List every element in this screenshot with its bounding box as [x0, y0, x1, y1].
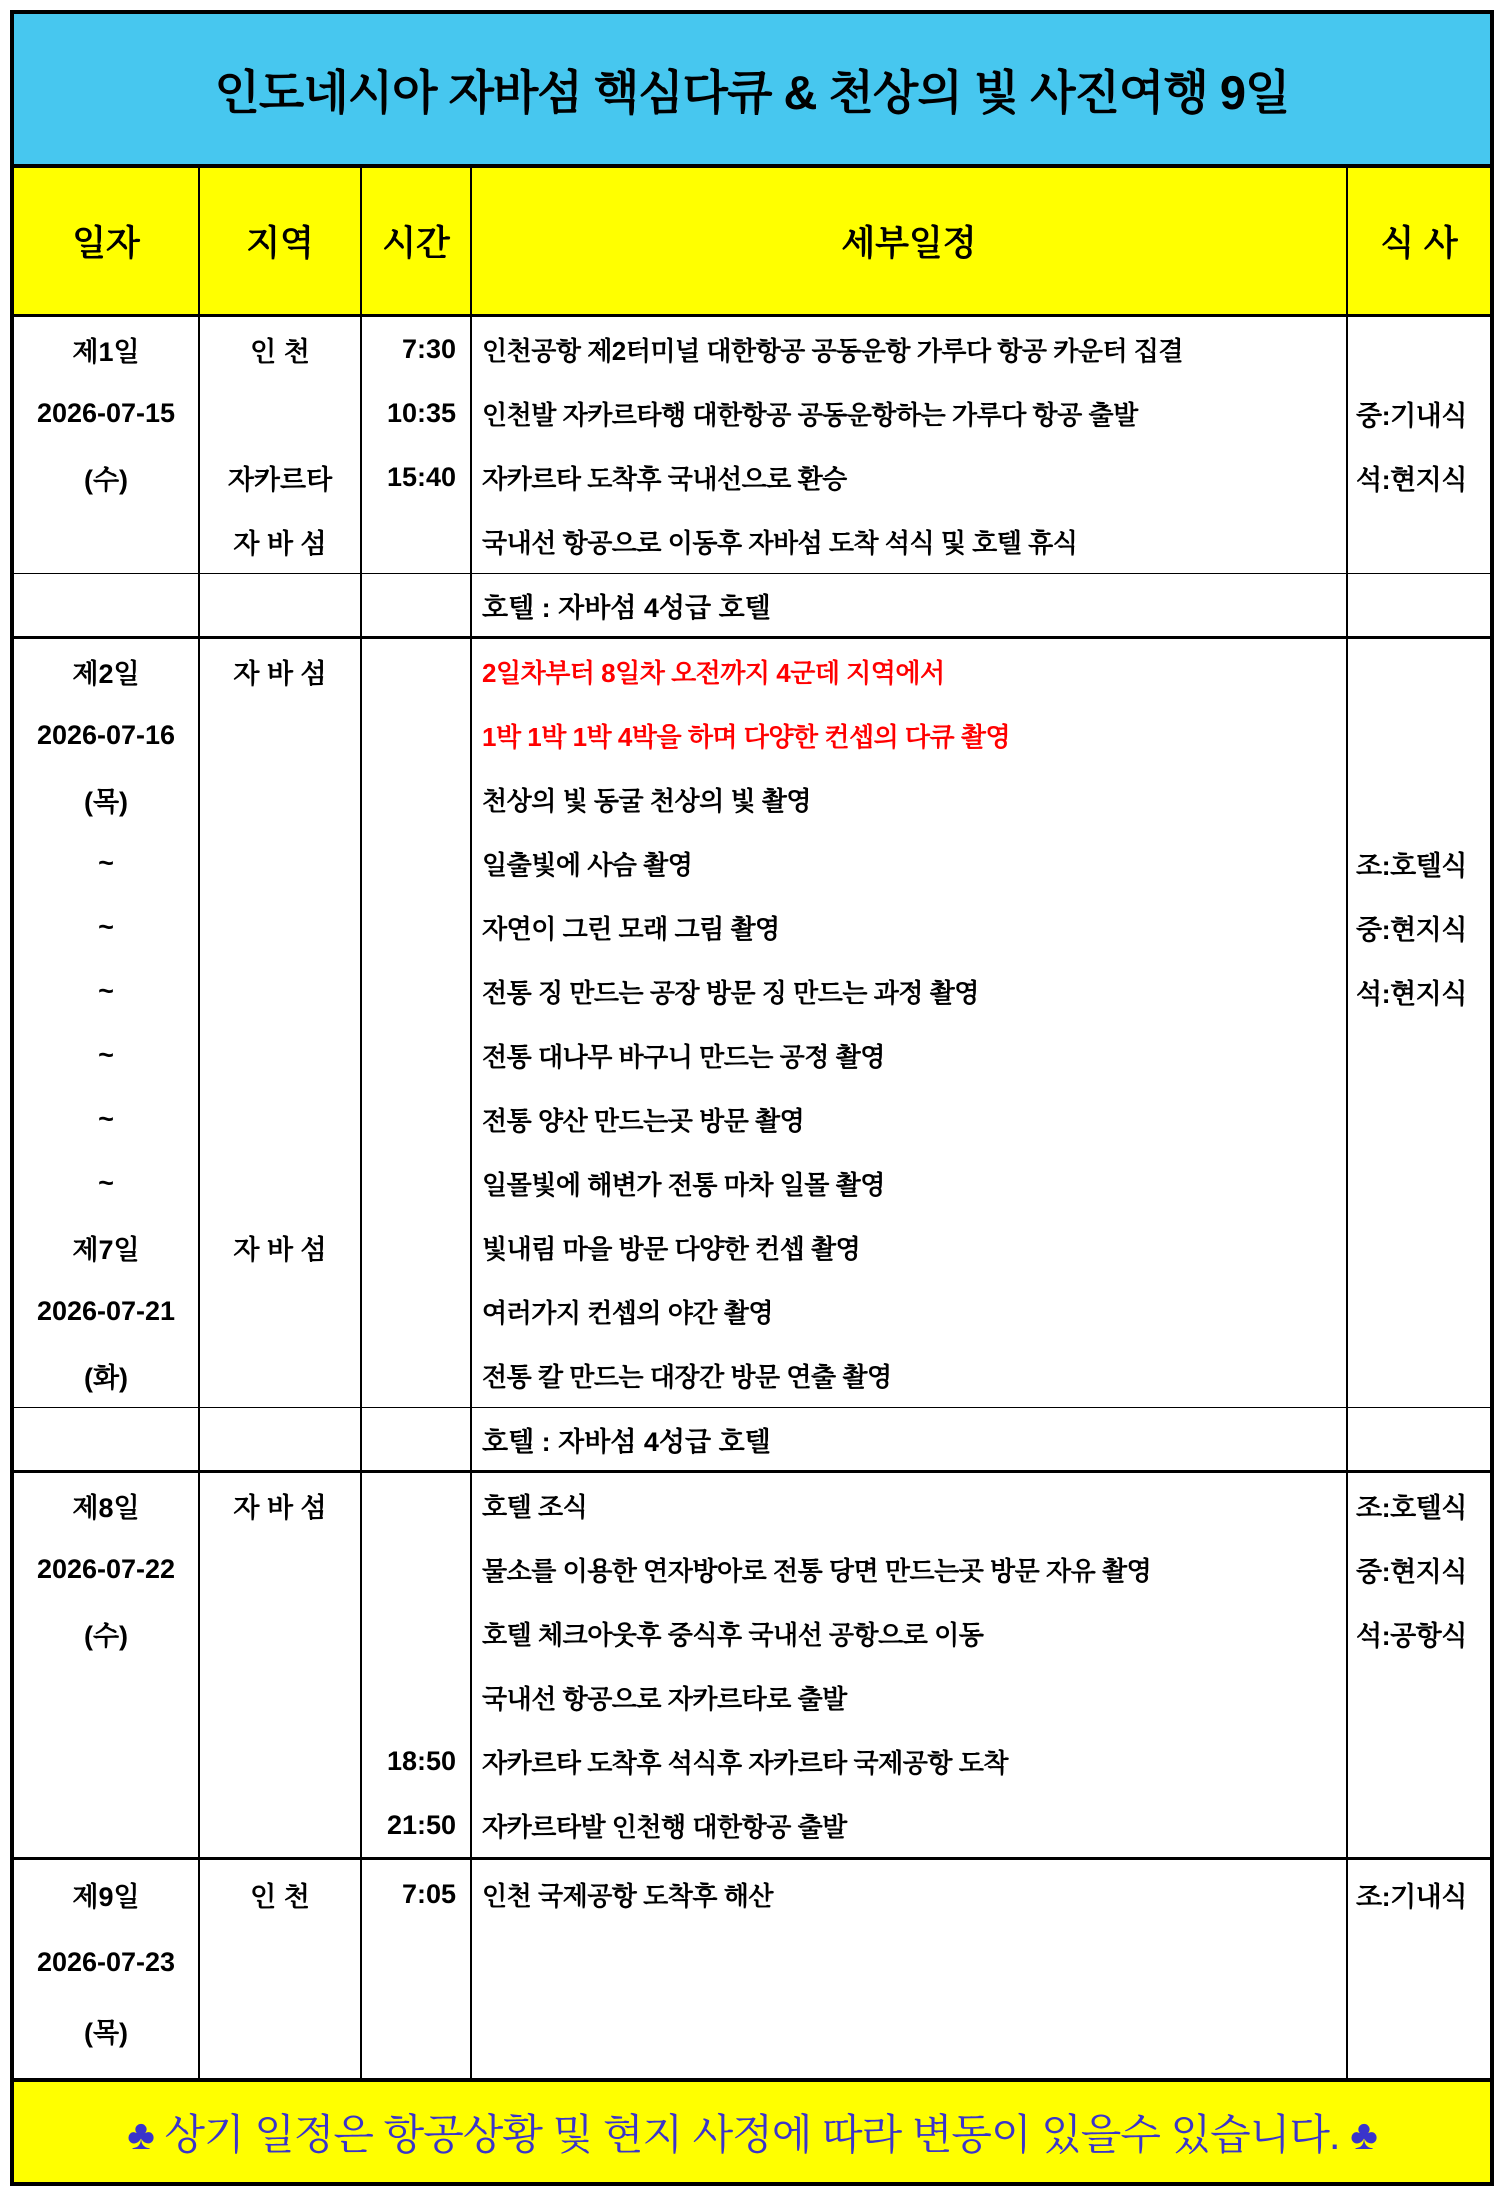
schedule-cell: 천상의 빛 동굴 천상의 빛 촬영: [482, 785, 812, 816]
date-cell: ~: [98, 847, 114, 878]
date-cell: 제8일: [72, 1492, 140, 1523]
meal-cell: 중:현지식: [1356, 914, 1467, 945]
schedule-cell: 인천발 자카르타행 대한항공 공동운항하는 가루다 항공 출발: [482, 399, 1138, 430]
schedule-cell: 일몰빛에 해변가 전통 마차 일몰 촬영: [482, 1169, 885, 1200]
regions-column: [198, 639, 360, 1470]
schedule-cell: 자카르타 도착후 국내선으로 환승: [482, 463, 847, 494]
region-cell: [200, 1793, 360, 1857]
regions-column: [198, 1860, 360, 2078]
schedule-cell: 자카르타 도착후 석식후 자카르타 국제공항 도착: [482, 1747, 1008, 1778]
sched-column: [470, 1860, 1346, 2078]
date-cell: 제9일: [72, 1881, 140, 1912]
hotel-row-empty-cell: [362, 573, 470, 636]
time-cell: [362, 1215, 470, 1279]
hotel-info-cell: 호텔 : 자바섬 4성급 호텔: [472, 573, 1346, 636]
meal-cell: 석:공항식: [1356, 1620, 1467, 1651]
meal-cell: [1348, 1151, 1490, 1215]
date-cell: [14, 509, 198, 573]
schedule-cell: 여러가지 컨셉의 야간 촬영: [482, 1297, 773, 1328]
meals-column: [1346, 317, 1490, 636]
schedule-cell: 인천 국제공항 도착후 해산: [482, 1880, 773, 1911]
date-cell: 제1일: [72, 336, 140, 367]
time-cell: [362, 831, 470, 895]
meal-cell: 조:기내식: [1356, 1881, 1467, 1912]
schedule-cell: 전통 칼 만드는 대장간 방문 연출 촬영: [482, 1361, 892, 1392]
meal-cell: [1348, 1087, 1490, 1151]
region-cell: [200, 1729, 360, 1793]
hotel-row-empty-cell: [362, 1407, 470, 1470]
meal-cell: [1348, 703, 1490, 767]
dates-column: [14, 317, 198, 636]
region-cell: [200, 703, 360, 767]
section-day-9: [14, 1860, 1490, 2082]
schedule-cell: 전통 양산 만드는곳 방문 촬영: [482, 1105, 805, 1136]
time-cell: 10:35: [386, 397, 456, 428]
schedule-cell: 국내선 항공으로 이동후 자바섬 도착 석식 및 호텔 휴식: [482, 527, 1078, 558]
section-day-2-7: [14, 639, 1490, 1473]
schedule-cell: [472, 1996, 1346, 2064]
meals-column: [1346, 1473, 1490, 1857]
time-cell: [362, 1343, 470, 1407]
region-cell: [200, 1537, 360, 1601]
time-cell: [362, 1928, 470, 1996]
schedule-cell: 일출빛에 사슴 촬영: [482, 849, 693, 880]
times-column: [360, 1860, 470, 2078]
time-cell: [362, 959, 470, 1023]
time-cell: [362, 1665, 470, 1729]
region-cell: [200, 831, 360, 895]
region-cell: [200, 1151, 360, 1215]
region-cell: [200, 767, 360, 831]
time-cell: [362, 1601, 470, 1665]
region-cell: 자카르타: [227, 464, 333, 495]
meal-cell: [1348, 1928, 1490, 1996]
page-title: 인도네시아 자바섬 핵심다큐 & 천상의 빛 사진여행 9일: [214, 65, 1290, 119]
times-column: [360, 317, 470, 636]
schedule-cell: 1박 1박 1박 4박을 하며 다양한 컨셉의 다큐 촬영: [482, 721, 1011, 752]
region-cell: 인 천: [250, 336, 310, 367]
date-cell: [14, 1793, 198, 1857]
meals-column: [1346, 639, 1490, 1470]
time-cell: 7:05: [401, 1878, 456, 1909]
time-cell: [362, 509, 470, 573]
region-cell: [200, 1343, 360, 1407]
region-cell: 인 천: [250, 1881, 310, 1912]
meal-cell: [1348, 1279, 1490, 1343]
meal-cell: 조:호텔식: [1356, 850, 1467, 881]
meal-cell: [1348, 1343, 1490, 1407]
region-cell: [200, 1601, 360, 1665]
date-cell: ~: [98, 1039, 114, 1070]
time-cell: 7:30: [401, 333, 456, 364]
date-cell: ~: [98, 1103, 114, 1134]
time-cell: [362, 767, 470, 831]
meal-cell: [1348, 1729, 1490, 1793]
dates-column: [14, 639, 198, 1470]
section-day-1: [14, 317, 1490, 639]
region-cell: [200, 1665, 360, 1729]
regions-column: [198, 1473, 360, 1857]
table-header-row: [14, 168, 1490, 317]
schedule-cell: [472, 1928, 1346, 1996]
time-cell: [362, 1996, 470, 2064]
region-cell: 자 바 섬: [233, 658, 327, 689]
meal-cell: [1348, 767, 1490, 831]
schedule-cell: 국내선 항공으로 자카르타로 출발: [482, 1683, 847, 1714]
meal-cell: 중:기내식: [1356, 400, 1467, 431]
date-cell: 2026-07-16: [36, 719, 176, 750]
meal-cell: [1348, 1215, 1490, 1279]
schedule-body: [14, 317, 1490, 2082]
date-cell: (화): [83, 1362, 129, 1393]
region-cell: 자 바 섬: [233, 1492, 327, 1523]
date-cell: ~: [98, 911, 114, 942]
time-cell: [362, 703, 470, 767]
footer-notice-text: ♣ 상기 일정은 항공상황 및 현지 사정에 따라 변동이 있을수 있습니다. ♣: [127, 2111, 1377, 2158]
region-cell: [200, 895, 360, 959]
schedule-cell: 인천공항 제2터미널 대한항공 공동운항 가루다 항공 카운터 집결: [482, 335, 1184, 366]
footer-notice-bar: [14, 2082, 1490, 2182]
time-cell: [362, 1151, 470, 1215]
date-cell: ~: [98, 975, 114, 1006]
meal-cell: [1348, 1996, 1490, 2064]
time-cell: 15:40: [386, 461, 456, 492]
hotel-row-empty-cell: [14, 573, 198, 636]
region-cell: [200, 1087, 360, 1151]
meal-cell: [1348, 639, 1490, 703]
region-cell: [200, 381, 360, 445]
schedule-cell: 전통 징 만드는 공장 방문 징 만드는 과정 촬영: [482, 977, 979, 1008]
meal-cell: 조:호텔식: [1356, 1492, 1467, 1523]
sched-column: [470, 639, 1346, 1470]
date-cell: [14, 1729, 198, 1793]
dates-column: [14, 1860, 198, 2078]
region-cell: 자 바 섬: [233, 528, 327, 559]
meal-cell: [1348, 1665, 1490, 1729]
region-cell: [200, 959, 360, 1023]
time-cell: [362, 1279, 470, 1343]
column-header-meals: 식 사: [1346, 168, 1490, 314]
title-bar: [14, 14, 1490, 168]
time-cell: [362, 1087, 470, 1151]
schedule-cell: 전통 대나무 바구니 만드는 공정 촬영: [482, 1041, 885, 1072]
schedule-cell: 물소를 이용한 연자방아로 전통 당면 만드는곳 방문 자유 촬영: [482, 1555, 1152, 1586]
region-cell: [200, 1023, 360, 1087]
section-day-8: [14, 1473, 1490, 1860]
region-cell: [200, 1279, 360, 1343]
meal-cell: [1348, 317, 1490, 381]
meals-column: [1346, 1860, 1490, 2078]
hotel-row-empty-cell: [1348, 573, 1490, 636]
meal-cell: [1348, 509, 1490, 573]
date-cell: 2026-07-23: [36, 1946, 176, 1977]
schedule-cell: 2일차부터 8일차 오전까지 4군데 지역에서: [482, 657, 945, 688]
schedule-cell: 빛내림 마을 방문 다양한 컨셉 촬영: [482, 1233, 861, 1264]
date-cell: [14, 1665, 198, 1729]
date-cell: (수): [83, 1620, 129, 1651]
date-cell: ~: [98, 1167, 114, 1198]
date-cell: 2026-07-22: [36, 1553, 176, 1584]
meal-cell: [1348, 1793, 1490, 1857]
column-header-schedule: 세부일정: [470, 168, 1346, 314]
column-header-time: 시간: [360, 168, 470, 314]
time-cell: [362, 1537, 470, 1601]
time-cell: 18:50: [386, 1745, 456, 1776]
itinerary-document: [10, 10, 1494, 2186]
hotel-row-empty-cell: [14, 1407, 198, 1470]
times-column: [360, 1473, 470, 1857]
meal-cell: 중:현지식: [1356, 1556, 1467, 1587]
regions-column: [198, 317, 360, 636]
time-cell: [362, 1023, 470, 1087]
hotel-row-empty-cell: [1348, 1407, 1490, 1470]
schedule-cell: 호텔 체크아웃후 중식후 국내선 공항으로 이동: [482, 1619, 984, 1650]
date-cell: 2026-07-15: [36, 397, 176, 428]
hotel-row-empty-cell: [200, 1407, 360, 1470]
region-cell: 자 바 섬: [233, 1234, 327, 1265]
column-header-region: 지역: [198, 168, 360, 314]
date-cell: 2026-07-21: [36, 1295, 176, 1326]
region-cell: [200, 1996, 360, 2064]
times-column: [360, 639, 470, 1470]
date-cell: (목): [83, 2017, 129, 2048]
schedule-cell: 자연이 그린 모래 그림 촬영: [482, 913, 780, 944]
date-cell: (목): [83, 786, 129, 817]
meal-cell: [1348, 1023, 1490, 1087]
time-cell: [362, 639, 470, 703]
region-cell: [200, 1928, 360, 1996]
meal-cell: 석:현지식: [1356, 978, 1467, 1009]
date-cell: 제7일: [72, 1234, 140, 1265]
date-cell: 제2일: [72, 658, 140, 689]
column-header-date: 일자: [72, 224, 140, 263]
hotel-info-cell: 호텔 : 자바섬 4성급 호텔: [472, 1407, 1346, 1470]
schedule-cell: 자카르타발 인천행 대한항공 출발: [482, 1811, 847, 1842]
sched-column: [470, 1473, 1346, 1857]
sched-column: [470, 317, 1346, 636]
hotel-row-empty-cell: [200, 573, 360, 636]
time-cell: 21:50: [386, 1809, 456, 1840]
time-cell: [362, 1473, 470, 1537]
time-cell: [362, 895, 470, 959]
dates-column: [14, 1473, 198, 1857]
schedule-cell: 호텔 조식: [482, 1491, 588, 1522]
date-cell: (수): [83, 464, 129, 495]
meal-cell: 석:현지식: [1356, 464, 1467, 495]
